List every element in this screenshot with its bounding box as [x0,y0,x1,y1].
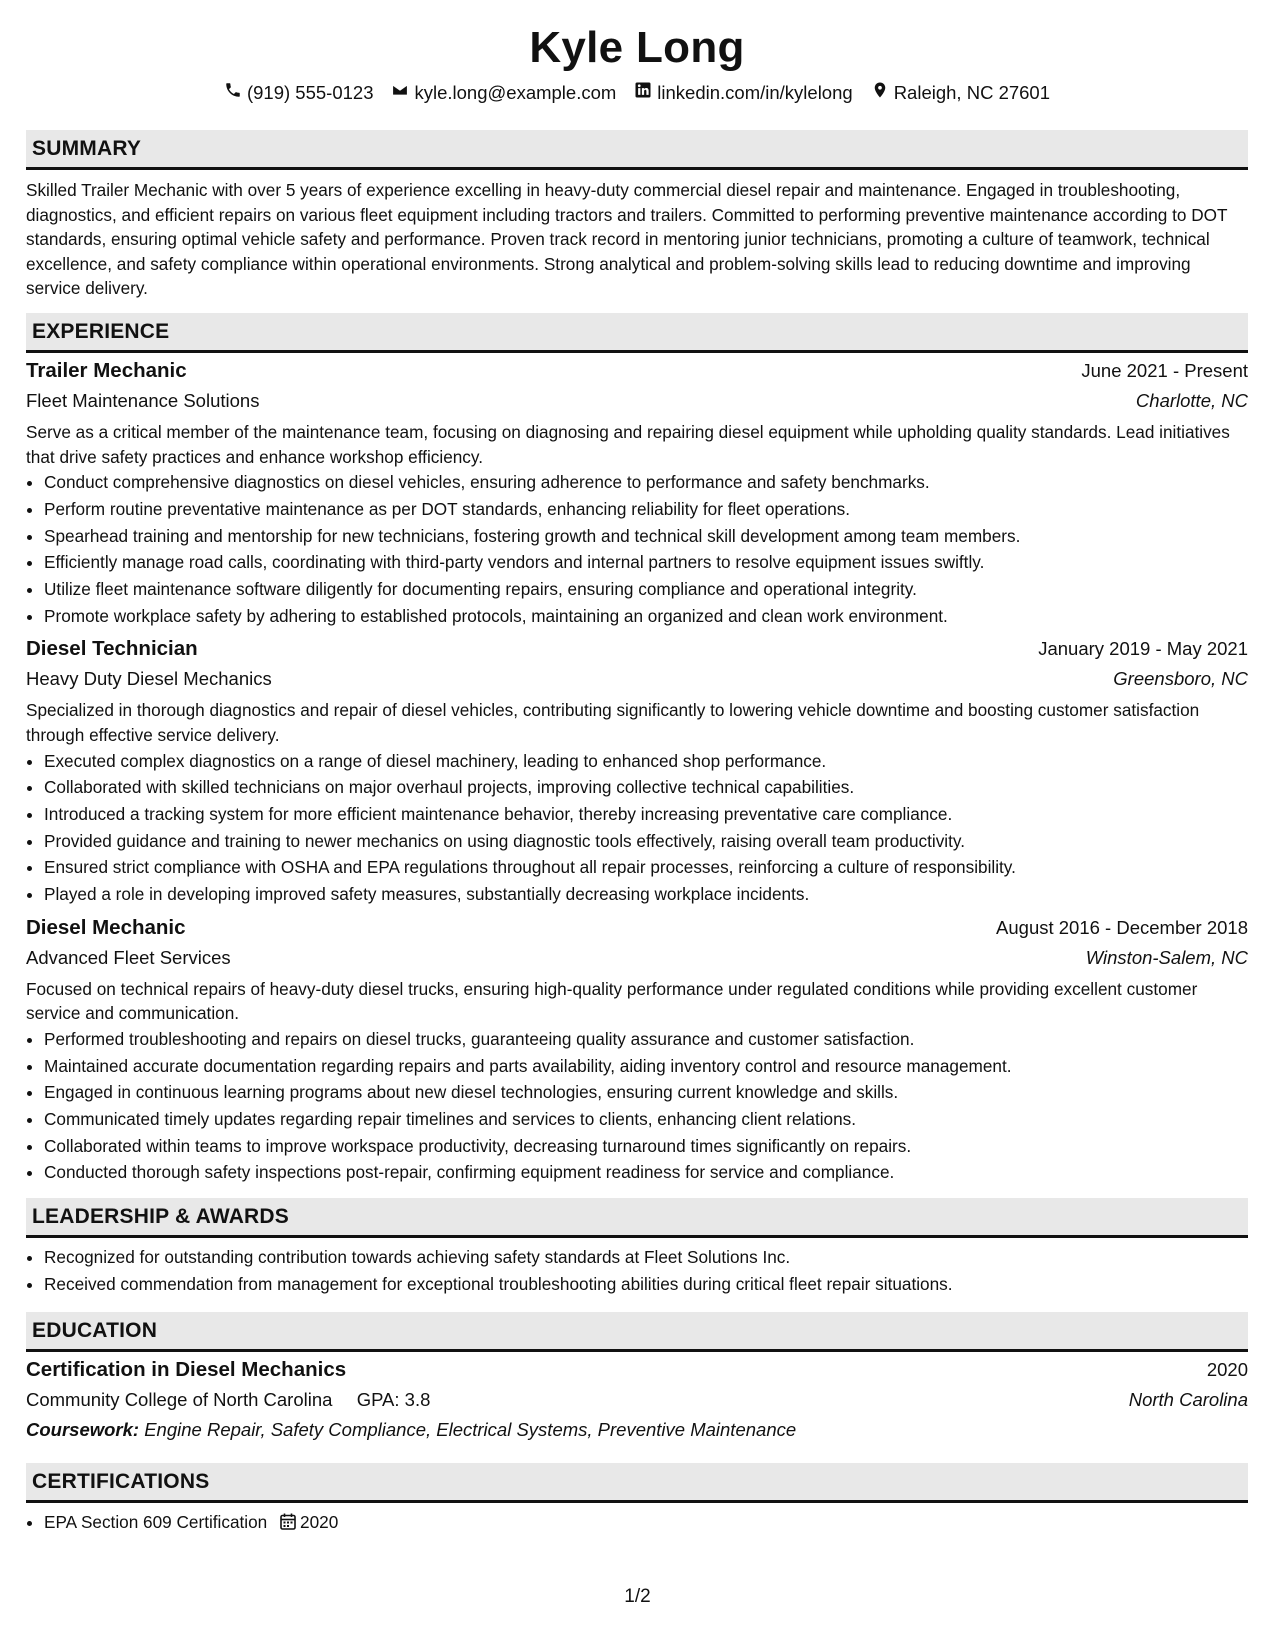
job-entry [26,913,1248,1186]
candidate-name: Kyle Long [529,23,745,72]
job-summary: Serve as a critical member of the maintenance team, focusing on diagnosing and repairing diesel equipment while upholding quality standards. Lead initiatives that drive safety practices and enhance workshop efficiency. [26,421,1230,467]
job-title: Trailer Mechanic [26,358,187,382]
certification-name: EPA Section 609 Certification [44,1511,268,1532]
list-item: • Recognized for outstanding contribution towards achieving safety standards at Fleet Solutions Inc. [44,1244,1248,1271]
job-bullets [26,469,1248,629]
school-line [26,1385,430,1415]
list-item: • Collaborated within teams to improve workspace productivity, decreasing turnaround times significantly on repairs. [44,1133,1248,1160]
list-item: • Conduct comprehensive diagnostics on diesel vehicles, ensuring adherence to performance and safety benchmarks. [44,469,1248,496]
gpa: GPA: 3.8 [356,1388,431,1410]
list-item: • Received commendation from management for exceptional troubleshooting abilities during critical fleet repair situations. [44,1271,1248,1298]
job-location: Charlotte, NC [1135,389,1248,411]
leadership-heading: LEADERSHIP & AWARDS [26,1198,1248,1238]
list-item: • Executed complex diagnostics on a range of diesel machinery, leading to enhanced shop performance. [44,748,1248,775]
job-location: Greensboro, NC [1113,668,1248,690]
coursework [26,1415,1248,1445]
resume-content [26,18,1248,1537]
education-entry [26,1355,1248,1445]
list-item: • Collaborated with skilled technicians on major overhaul projects, improving collective technical capabilities. [44,774,1248,801]
job-location: Winston-Salem, NC [1085,946,1248,968]
summary-text: Skilled Trailer Mechanic with over 5 years of experience excelling in heavy-duty commercial diesel repair and maintenance. Engaged in troubleshooting, diagnostics, and efficient repairs on various fleet equipment including tractors and trailers. Committed to performing preventive maintenance according to DOT standards, ensuring optimal vehicle safety and performance. Proven track record in mentoring junior technicians, promoting a culture of teamwork, technical excellence, and safety compliance within operational environments. Strong analytical and problem-solving skills lead to reducing downtime and improving service delivery. [26,180,1228,299]
linkedin-icon [634,80,652,106]
job-company: Advanced Fleet Services [26,946,231,968]
list-item: • Spearhead training and mentorship for new technicians, fostering growth and technical skill development among team members. [44,523,1248,550]
map-pin-icon [871,80,889,106]
linkedin-link[interactable]: linkedin.com/in/kylelong [657,82,853,103]
list-item: • Maintained accurate documentation regarding repairs and parts availability, aiding inventory control and resource management. [44,1053,1248,1080]
summary-heading: SUMMARY [26,130,1248,170]
job-title: Diesel Mechanic [26,915,186,939]
list-item: • Ensured strict compliance with OSHA and EPA regulations throughout all repair processes, reinforcing a culture of responsibility. [44,854,1248,881]
envelope-icon [391,80,409,106]
job-company: Heavy Duty Diesel Mechanics [26,668,272,690]
location-text: Raleigh, NC 27601 [893,82,1051,103]
experience-heading: EXPERIENCE [26,313,1248,353]
job-bullets [26,1026,1248,1186]
job-dates: January 2019 - May 2021 [1038,638,1248,660]
list-item: • Perform routine preventative maintenance as per DOT standards, enhancing reliability for fleet operations. [44,496,1248,523]
contact-location [871,80,1050,106]
education-heading: EDUCATION [26,1312,1248,1352]
job-bullets [26,748,1248,908]
list-item: • Introduced a tracking system for more efficient maintenance behavior, thereby increasing preventative care compliance. [44,801,1248,828]
list-item [44,1509,1248,1538]
calendar-icon [280,1511,296,1538]
coursework-label: Coursework: [26,1418,140,1440]
coursework-list: Engine Repair, Safety Compliance, Electrical Systems, Preventive Maintenance [144,1418,797,1440]
list-item: • Efficiently manage road calls, coordinating with third-party vendors and internal partners to resolve equipment issues swiftly. [44,549,1248,576]
job-summary: Focused on technical repairs of heavy-duty diesel trucks, ensuring high-quality performance under regulated conditions while providing excellent customer service and communication. [26,978,1198,1024]
contact-bar [26,80,1248,106]
list-item: • Conducted thorough safety inspections post-repair, confirming equipment readiness for service and compliance. [44,1159,1248,1186]
contact-email[interactable] [391,80,616,106]
job-dates: June 2021 - Present [1081,359,1248,381]
page-number: 1/2 [624,1586,651,1607]
phone-icon [224,80,242,106]
list-item: • Performed troubleshooting and repairs on diesel trucks, guaranteeing quality assurance and customer satisfaction. [44,1026,1248,1053]
job-entry [26,634,1248,907]
job-title: Diesel Technician [26,637,198,661]
list-item: • Played a role in developing improved safety measures, substantially decreasing workplace incidents. [44,881,1248,908]
list-item: • Engaged in continuous learning programs about new diesel technologies, ensuring current knowledge and skills. [44,1079,1248,1106]
contact-phone [224,80,374,106]
degree-year: 2020 [1206,1358,1248,1380]
job-entry [26,356,1248,629]
list-item: • Communicated timely updates regarding repair timelines and services to clients, enhancing client relations. [44,1106,1248,1133]
list-item: • Promote workplace safety by adhering to established protocols, maintaining an organized and clean work environment. [44,603,1248,630]
leadership-bullets [26,1244,1248,1297]
job-company: Fleet Maintenance Solutions [26,389,260,411]
certifications-list [26,1509,1248,1538]
list-item: • Provided guidance and training to newer mechanics on using diagnostic tools effectively, raising overall team productivity. [44,828,1248,855]
email-link[interactable]: kyle.long@example.com [414,82,617,103]
contact-linkedin[interactable] [634,80,852,106]
certifications-heading: CERTIFICATIONS [26,1463,1248,1503]
job-summary: Specialized in thorough diagnostics and repair of diesel vehicles, contributing significantly to lowering vehicle downtime and boosting customer satisfaction through effective service delivery. [26,700,1200,745]
phone-text: (919) 555-0123 [246,82,374,103]
certification-year: 2020 [300,1511,339,1532]
job-dates: August 2016 - December 2018 [996,916,1248,938]
school-location: North Carolina [1128,1388,1248,1410]
school-name: Community College of North Carolina [26,1388,333,1410]
list-item: • Utilize fleet maintenance software diligently for documenting repairs, ensuring compliance and operational integrity. [44,576,1248,603]
degree-title: Certification in Diesel Mechanics [26,1357,347,1381]
